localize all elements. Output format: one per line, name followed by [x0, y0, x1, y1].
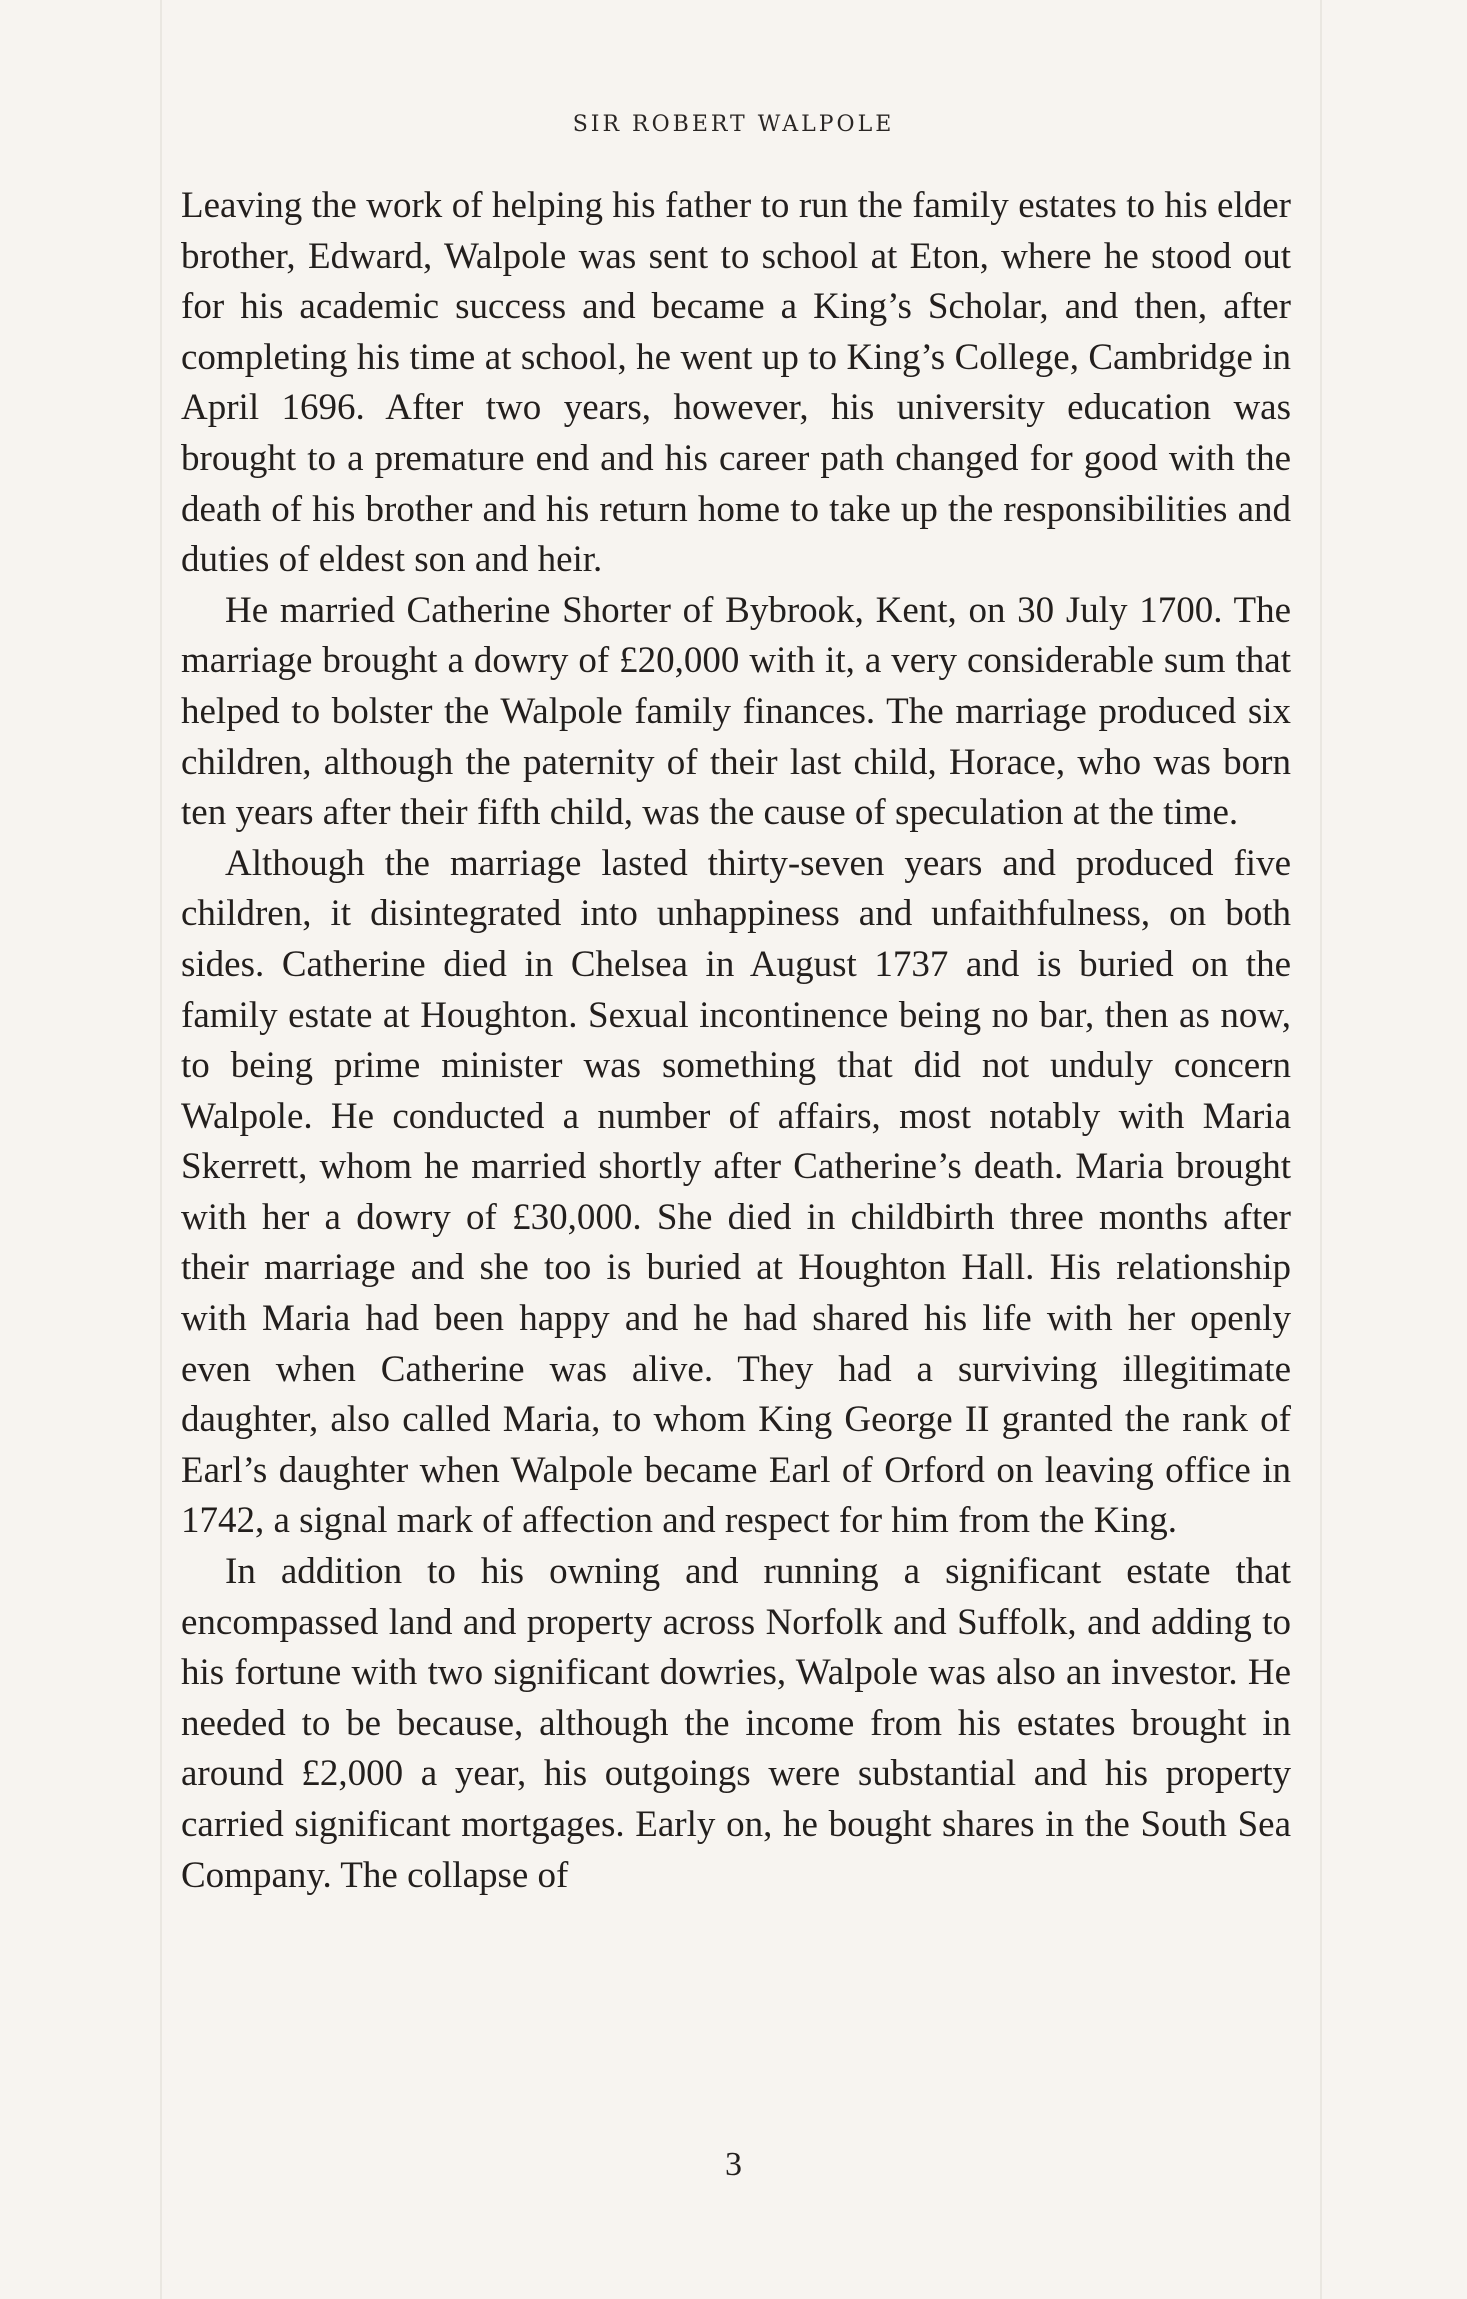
- running-head: SIR ROBERT WALPOLE: [572, 112, 895, 137]
- paragraph: He married Catherine Shorter of Bybrook, Kent, on 30 July 1700. The marriage brought a dowry of £20,000 with it, a very considerable sum that helped to bolster the Walpole family finances. The marriage produced six children, although the paternity of their last child, Horace, who was born ten years after their fifth child, was the cause of speculation at the time.: [181, 589, 1291, 834]
- paragraph: Leaving the work of helping his father to run the family estates to his elder brother, Edward, Walpole was sent to school at Eton, where he stood out for his academic success and became a King’s Scholar, and then, after completing his time at school, he went up to King’s College, Cambridge in April 1696. After two years, however, his university education was brought to a premature end and his career path changed for good with the death of his brother and his return home to take up the responsibilities and duties of eldest son and heir.: [181, 185, 1291, 581]
- body-text: [181, 181, 1291, 1901]
- paper-crease: [1320, 0, 1322, 2299]
- paragraph: Although the marriage lasted thirty-seven years and produced five children, it disintegrated into unhappiness and unfaithfulness, on both sides. Catherine died in Chelsea in August 1737 and is buried on the family estate at Houghton. Sexual incontinence being no bar, then as now, to being prime minister was something that did not unduly concern Walpole. He conducted a number of affairs, most notably with Maria Skerrett, whom he married shortly after Catherine’s death. Maria brought with her a dowry of £30,000. She died in childbirth three months after their marriage and she too is buried at Houghton Hall. His relationship with Maria had been happy and he had shared his life with her openly even when Catherine was alive. They had a surviving illegitimate daughter, also called Maria, to whom King George II granted the rank of Earl’s daughter when Walpole became Earl of Orford on leaving office in 1742, a signal mark of affection and respect for him from the King.: [181, 842, 1291, 1542]
- paragraph: In addition to his owning and running a significant estate that encompassed land and property across Norfolk and Suffolk, and adding to his fortune with two significant dowries, Walpole was also an investor. He needed to be because, although the income from his estates brought in around £2,000 a year, his outgoings were substantial and his property carried significant mortgages. Early on, he bought shares in the South Sea Company. The collapse of: [181, 1551, 1291, 1896]
- paper-crease: [160, 0, 162, 2299]
- page-number: 3: [725, 2146, 742, 2183]
